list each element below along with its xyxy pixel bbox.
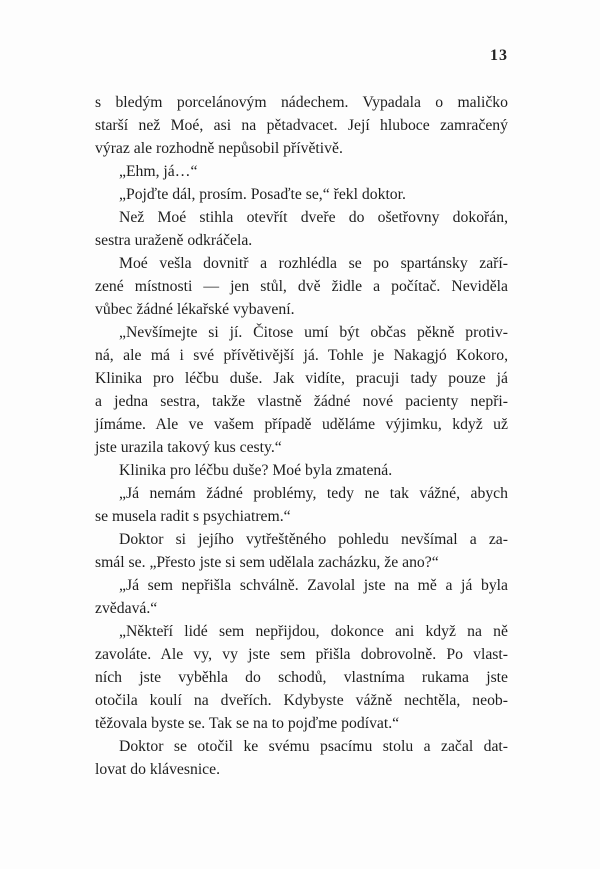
text-block	[95, 91, 508, 781]
text-line: ná, ale má i své přívětivější já. Tohle je Nakagjó Kokoro,	[95, 347, 508, 364]
text-line: Klinika pro léčbu duše. Jak vidíte, pracuji tady pouze já	[95, 370, 508, 387]
text-line: starší než Moé, asi na pětadvacet. Její hluboce zamračený	[95, 117, 508, 134]
text-line: sestra uraženě odkráčela.	[95, 232, 253, 249]
text-line: zené místnosti — jen stůl, dvě židle a počítač. Neviděla	[95, 278, 508, 295]
text-line: „Nevšímejte si jí. Čitose umí být občas pěkně protiv-	[119, 324, 508, 341]
text-line: výraz ale rozhodně nepůsobil přívětivě.	[95, 140, 343, 157]
text-line: „Pojďte dál, prosím. Posaďte se,“ řekl doktor.	[119, 186, 406, 203]
text-line: těžovala byste se. Tak se na to pojďme podívat.“	[95, 715, 400, 732]
text-line: jímáme. Ale ve vašem případě uděláme výjimku, když už	[95, 416, 508, 433]
text-line: a jedna sestra, takže vlastně žádné nové pacienty nepři-	[95, 393, 508, 410]
text-line: otočila koulí na dveřích. Kdybyste vážně nechtěla, neob-	[95, 692, 508, 709]
text-line: „Já nemám žádné problémy, tedy ne tak vážné, abych	[119, 485, 508, 502]
text-line: s bledým porcelánovým nádechem. Vypadala o maličko	[95, 94, 508, 111]
text-line: zavoláte. Ale vy, vy jste sem přišla dobrovolně. Po vlast-	[95, 646, 508, 663]
text-line: „Já sem nepřišla schválně. Zavolal jste na mě a já byla	[119, 577, 508, 594]
text-line: ních jste vyběhla do schodů, vlastníma rukama jste	[95, 669, 508, 686]
text-line: se musela radit s psychiatrem.“	[95, 508, 291, 525]
text-line: Doktor se otočil ke svému psacímu stolu a začal dat-	[119, 738, 508, 755]
text-line: vůbec žádné lékařské vybavení.	[95, 301, 295, 318]
text-line: zvědavá.“	[95, 600, 158, 617]
page-number: 13	[490, 47, 508, 64]
text-line: „Ehm, já…“	[119, 163, 198, 180]
text-line: lovat do klávesnice.	[95, 761, 221, 778]
text-line: jste urazila takový kus cesty.“	[95, 439, 282, 456]
text-line: Klinika pro léčbu duše? Moé byla zmatená.	[119, 462, 393, 479]
text-line: Moé vešla dovnitř a rozhlédla se po spartánsky zaří-	[119, 255, 508, 272]
text-line: „Někteří lidé sem nepřijdou, dokonce ani když na ně	[119, 623, 508, 640]
text-line: Než Moé stihla otevřít dveře do ošetřovny dokořán,	[119, 209, 508, 226]
text-line: smál se. „Přesto jste si sem udělala zacházku, že ano?“	[95, 554, 439, 571]
text-line: Doktor si jejího vytřeštěného pohledu nevšímal a za-	[119, 531, 508, 548]
